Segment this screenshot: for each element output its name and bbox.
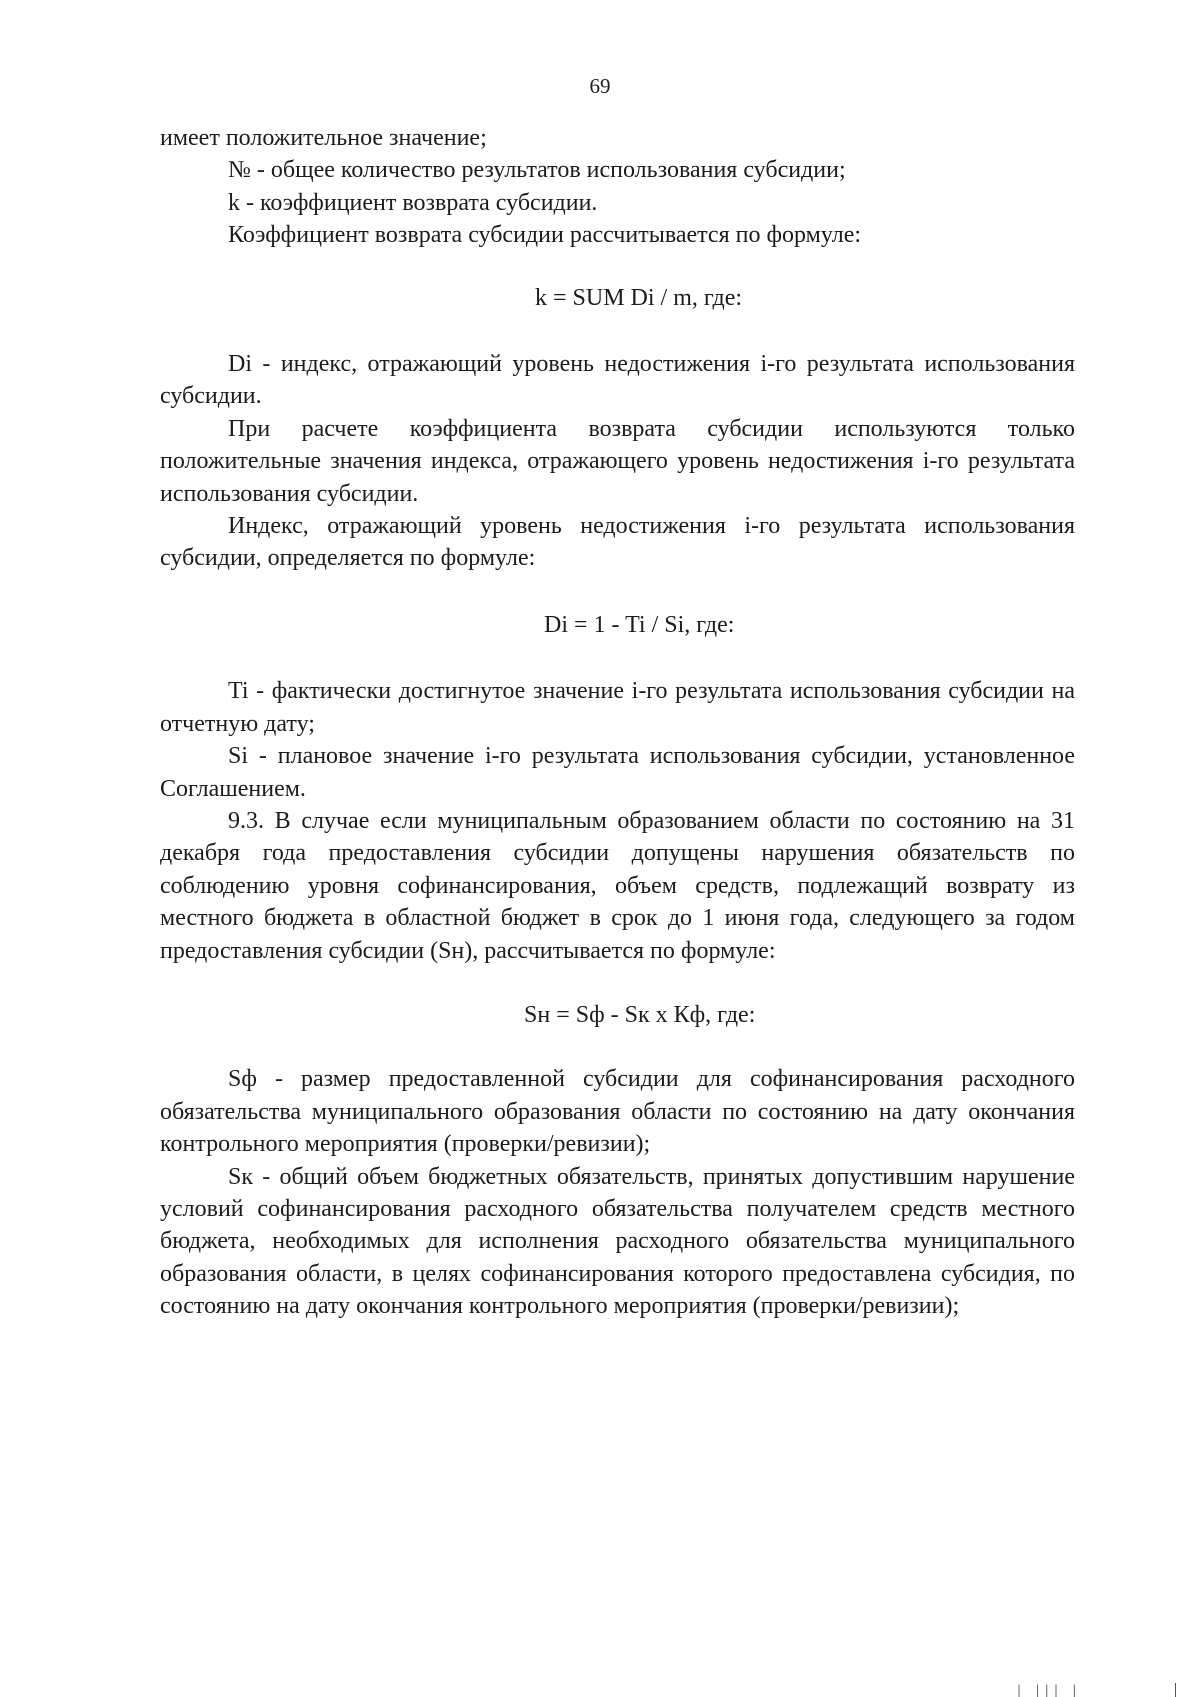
formula-sn: Sн = Sф - Sк х Кф, где: (524, 1001, 756, 1028)
formula-k: k = SUM Di / m, где: (535, 284, 743, 311)
paragraph-di-formula-intro: Индекс, отражающий уровень недостижения i-го результата использования субсидии, определяется по формуле: (160, 513, 1075, 572)
page-number: 69 (589, 74, 611, 98)
paragraph-result-count: № - общее количество результатов использования субсидии; (228, 157, 846, 184)
paragraph-di-definition: Di - индекс, отражающий уровень недостижения i-го результата использования субсидии. (160, 351, 1075, 410)
paragraph-sk-definition: Sк - общий объем бюджетных обязательств, принятых допустившим нарушение условий софинансирования расходного обязательства получателем средств местного бюджета, необходимых для исполнения расходного обязательства муниципального образования области, в целях софинансирования которого предоставлена субсидия, по состоянию на дату окончания контрольного мероприятия (проверки/ревизии); (160, 1163, 1075, 1320)
formula-di: Di = 1 - Ti / Si, где: (544, 611, 735, 638)
paragraph-section-9-3: 9.3. В случае если муниципальным образованием области по состоянию на 31 декабря года предоставления субсидии допущены нарушения обязательств по соблюдению уровня софинансирования, объем средств, подлежащий возврату из местного бюджета в областной бюджет в срок до 1 июня года, следующего за годом предоставления субсидии (Sн), рассчитывается по формуле: (160, 807, 1075, 964)
paragraph-ti-definition: Ti - фактически достигнутое значение i-го результата использования субсидии на отчетную дату; (160, 678, 1075, 737)
document-body (160, 122, 1075, 1323)
paragraph-k-definition: k - коэффициент возврата субсидии. (228, 189, 598, 216)
paragraph-positive-values: При расчете коэффициента возврата субсидии используются только положительные значения индекса, отражающего уровень недостижения i-го результата использования субсидии. (160, 415, 1075, 507)
paragraph-continuation: имеет положительное значение; (160, 125, 487, 151)
paragraph-si-definition: Si - плановое значение i-го результата использования субсидии, установленное Соглашением. (160, 743, 1075, 802)
paragraph-k-formula-intro: Коэффициент возврата субсидии рассчитывается по формуле: (228, 222, 862, 249)
scan-marks: | ||| | (1015, 1683, 1080, 1697)
scan-edge-mark (1175, 1683, 1176, 1697)
paragraph-sf-definition: Sф - размер предоставленной субсидии для софинансирования расходного обязательства муниципального образования области по состоянию на дату окончания контрольного мероприятия (проверки/ревизии); (160, 1066, 1075, 1158)
